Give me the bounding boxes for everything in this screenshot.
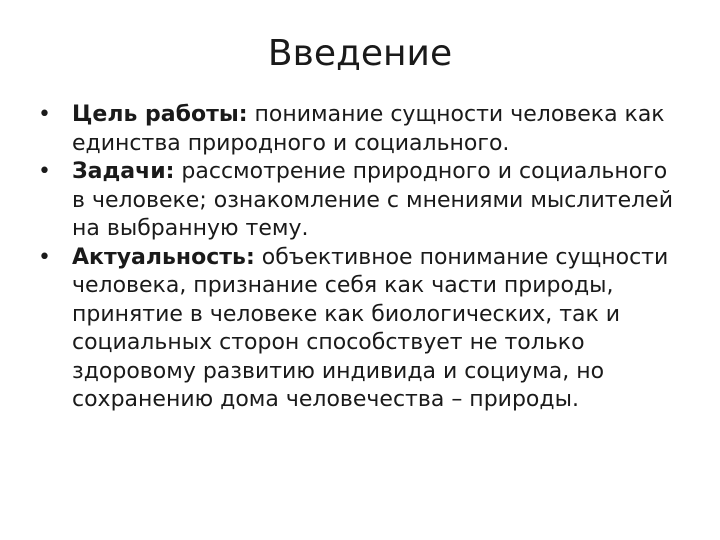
bullet-list: [38, 101, 678, 415]
bullet-icon: •: [38, 102, 51, 127]
slide-title: Введение: [267, 33, 453, 74]
bullet-text: объективное понимание сущности человека, признание себя как части природы, принятие в человеке как биологических, так и социальных сторон способствует не только здоровому развитию индивида и социума, но сохранению дома человечества – природы.: [72, 244, 669, 412]
bullet-icon: •: [38, 159, 51, 184]
bullet-item-relevance: [38, 244, 678, 415]
bullet-text: рассмотрение природного и социального в человеке; ознакомление с мнениями мыслителей на выбранную тему.: [72, 159, 673, 241]
bullet-label: Цель работы:: [72, 102, 248, 127]
bullet-label: Актуальность:: [72, 244, 255, 270]
bullet-item-tasks: [38, 158, 678, 244]
bullet-label: Задачи:: [72, 159, 175, 184]
bullet-icon: •: [38, 244, 51, 270]
bullet-item-goal: [38, 101, 678, 158]
bullet-text: понимание сущности человека как единства природного и социального.: [72, 102, 665, 156]
